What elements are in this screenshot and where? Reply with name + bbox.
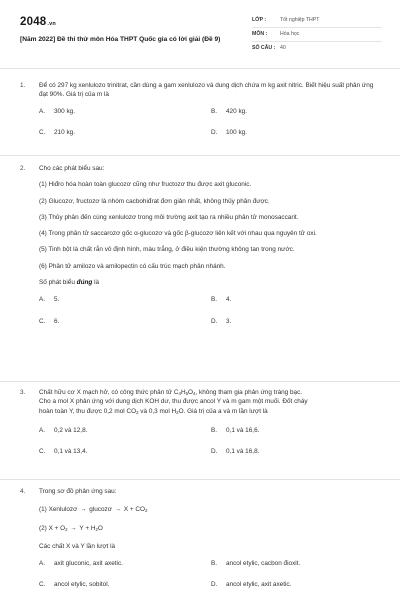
question-2 (20, 164, 380, 330)
subscript: 2 (136, 409, 139, 415)
option-letter: C. (39, 448, 46, 456)
subscript: 2 (95, 526, 98, 532)
statement: (4) Trong phân tử saccarozơ gốc α-glucozơ và gốc β-glucozơ liên kết với nhau qua nguyên tử oxi. (39, 230, 317, 238)
subscript: 2 (65, 526, 68, 532)
meta-row-class (252, 14, 382, 28)
question-line (39, 407, 380, 416)
option-text: 4. (226, 296, 232, 304)
option-text: ancol etylic, axit axetic. (226, 581, 292, 589)
meta-key: LỚP : (252, 16, 267, 23)
ask-suffix: là (94, 278, 100, 286)
option-letter: A. (39, 426, 46, 434)
subscript: 4 (178, 391, 181, 396)
header-divider (0, 68, 400, 69)
logo-suffix: .vn (47, 21, 56, 27)
option-letter: D. (211, 448, 218, 456)
option-d[interactable] (211, 447, 383, 456)
meta-value: Tốt nghiệp THPT (280, 16, 320, 23)
option-b[interactable] (211, 295, 383, 304)
option-letter: D. (211, 128, 218, 136)
subscript: 6 (185, 391, 189, 396)
subscript: 4 (193, 391, 196, 396)
meta-row-subject (252, 28, 382, 42)
option-c[interactable] (39, 447, 211, 456)
text-run: X + CO (123, 506, 146, 514)
reaction-1 (39, 505, 380, 514)
answer-options (39, 559, 380, 590)
text-run: O. Giá trị của a và m lần lượt là (178, 407, 268, 415)
option-text: 0,1 và 13,4. (54, 448, 88, 456)
question-text: Để có 297 kg xenlulozo trinitrat, cần dùng a gam xenlulozo và dung dịch chứa m kg axit nitric. Biết hiệu suất phản ứng đạt 90%. Giá trị của m là (39, 82, 374, 99)
ask-emphasis: đúng (76, 278, 93, 286)
text-run: và 0,3 mol H (138, 407, 177, 415)
option-text: 3. (226, 317, 232, 325)
option-letter: B. (211, 560, 218, 568)
question-intro: Trong sơ đồ phản ứng sau: (39, 488, 117, 495)
meta-value: Hóa học (280, 30, 300, 37)
arrow-icon: → (70, 524, 77, 532)
question-divider (0, 479, 400, 480)
option-letter: C. (39, 317, 46, 325)
exam-meta (252, 14, 382, 56)
question-number: 4. (20, 488, 26, 495)
question-ask: Các chất X và Y lần lượt là (39, 542, 116, 550)
option-d[interactable] (211, 580, 383, 589)
option-letter: B. (211, 296, 218, 304)
statement: (2) Glucozơ, fructozơ là nhóm cacbohiđrat đơn giản nhất, không thủy phân được. (39, 197, 270, 205)
text-run: , không tham gia phản ứng tráng bạc. (195, 389, 303, 396)
statement: (6) Phân tử amilozo và amilopectin có cấu trúc mạch phân nhánh. (39, 262, 226, 270)
option-text: 0,1 và 16,6. (226, 426, 260, 434)
arrow-icon: → (114, 506, 122, 514)
option-a[interactable] (39, 295, 211, 304)
answer-options (39, 295, 380, 326)
answer-options (39, 426, 380, 457)
option-letter: D. (211, 317, 218, 325)
question-intro: Cho các phát biểu sau: (39, 165, 105, 172)
logo-main: 2048 (20, 16, 47, 28)
statement: (5) Tinh bột là chất rắn vô định hình, màu trắng, ở điều kiện thường không tan trong nước. (39, 246, 295, 254)
statement: (3) Thủy phân đến cùng xenlulozơ trong môi trường axit tạo ra nhiều phân tử monosaccarit. (39, 213, 299, 221)
reaction-2 (39, 524, 380, 533)
option-text: 210 kg. (54, 128, 75, 136)
option-text: 5. (54, 296, 60, 304)
option-a[interactable] (39, 426, 211, 435)
question-1 (20, 81, 380, 141)
text-run: (1) Xenlulozơ (39, 506, 78, 514)
text-run: H (180, 389, 186, 396)
arrow-icon: → (80, 506, 87, 514)
option-letter: D. (211, 581, 218, 589)
ask-prefix: Số phát biểu (39, 278, 75, 286)
option-letter: B. (211, 107, 218, 115)
option-c[interactable] (39, 580, 211, 589)
option-letter: B. (211, 426, 218, 434)
option-text: ancol etylic, sobitol. (54, 581, 110, 589)
option-b[interactable] (211, 559, 383, 568)
option-c[interactable] (39, 317, 211, 326)
question-line (39, 388, 380, 397)
question-text (39, 388, 380, 416)
statement: (1) Hiđro hóa hoàn toàn glucozơ cũng như fructozơ thu được axit gluconic. (39, 181, 252, 189)
question-4 (20, 487, 380, 594)
answer-options (39, 107, 380, 138)
option-letter: A. (39, 296, 46, 304)
text-run: Y + H (79, 524, 96, 532)
question-3 (20, 388, 380, 460)
option-b[interactable] (211, 426, 383, 435)
question-ask (39, 278, 380, 287)
option-text: 6. (54, 317, 60, 325)
option-letter: C. (39, 581, 46, 589)
text-run: Chất hữu cơ X mạch hở, có công thức phân tử C (39, 389, 179, 396)
text-run: glucozơ (89, 506, 112, 514)
text-run: hoàn toàn Y, thu được 0,2 mol CO (39, 407, 137, 415)
option-text: 100 kg. (226, 128, 247, 136)
option-d[interactable] (211, 317, 383, 326)
meta-row-count (252, 42, 382, 56)
question-line: Cho a mol X phản ứng với dung dịch KOH dư, thu được ancol Y và m gam một muối. Đốt cháy (39, 398, 308, 406)
question-number: 3. (20, 389, 26, 396)
option-text: 0,1 và 16,8. (226, 448, 260, 456)
meta-key: MÔN : (252, 30, 268, 37)
subscript: 2 (176, 409, 179, 415)
question-number: 1. (20, 82, 26, 89)
page-title: [Năm 2022] Đề thi thử môn Hóa THPT Quốc gia có lời giải (Đề 9) (20, 36, 221, 43)
option-a[interactable] (39, 107, 211, 116)
option-text: ancol etylic, cacbon đioxit. (226, 560, 301, 568)
option-letter: A. (39, 107, 46, 115)
text-run: O (188, 389, 194, 396)
question-number: 2. (20, 165, 26, 172)
site-logo[interactable] (20, 14, 56, 31)
meta-key: SỐ CÂU : (252, 45, 276, 52)
option-letter: A. (39, 560, 46, 568)
meta-value: 40 (280, 45, 286, 52)
option-b[interactable] (211, 107, 383, 116)
text-run: (2) X + O (39, 524, 66, 532)
option-a[interactable] (39, 559, 211, 568)
option-text: 300 kg. (54, 107, 75, 115)
option-letter: C. (39, 128, 46, 136)
subscript: 2 (145, 508, 148, 514)
option-text: 0,2 và 12,8. (54, 426, 88, 434)
text-run: O (97, 524, 103, 532)
option-text: 420 kg. (226, 107, 247, 115)
question-divider (0, 155, 400, 156)
question-divider (0, 381, 400, 382)
option-d[interactable] (211, 128, 383, 137)
header (20, 12, 382, 62)
option-text: axit gluconic, axit axetic. (54, 560, 123, 568)
option-c[interactable] (39, 128, 211, 137)
